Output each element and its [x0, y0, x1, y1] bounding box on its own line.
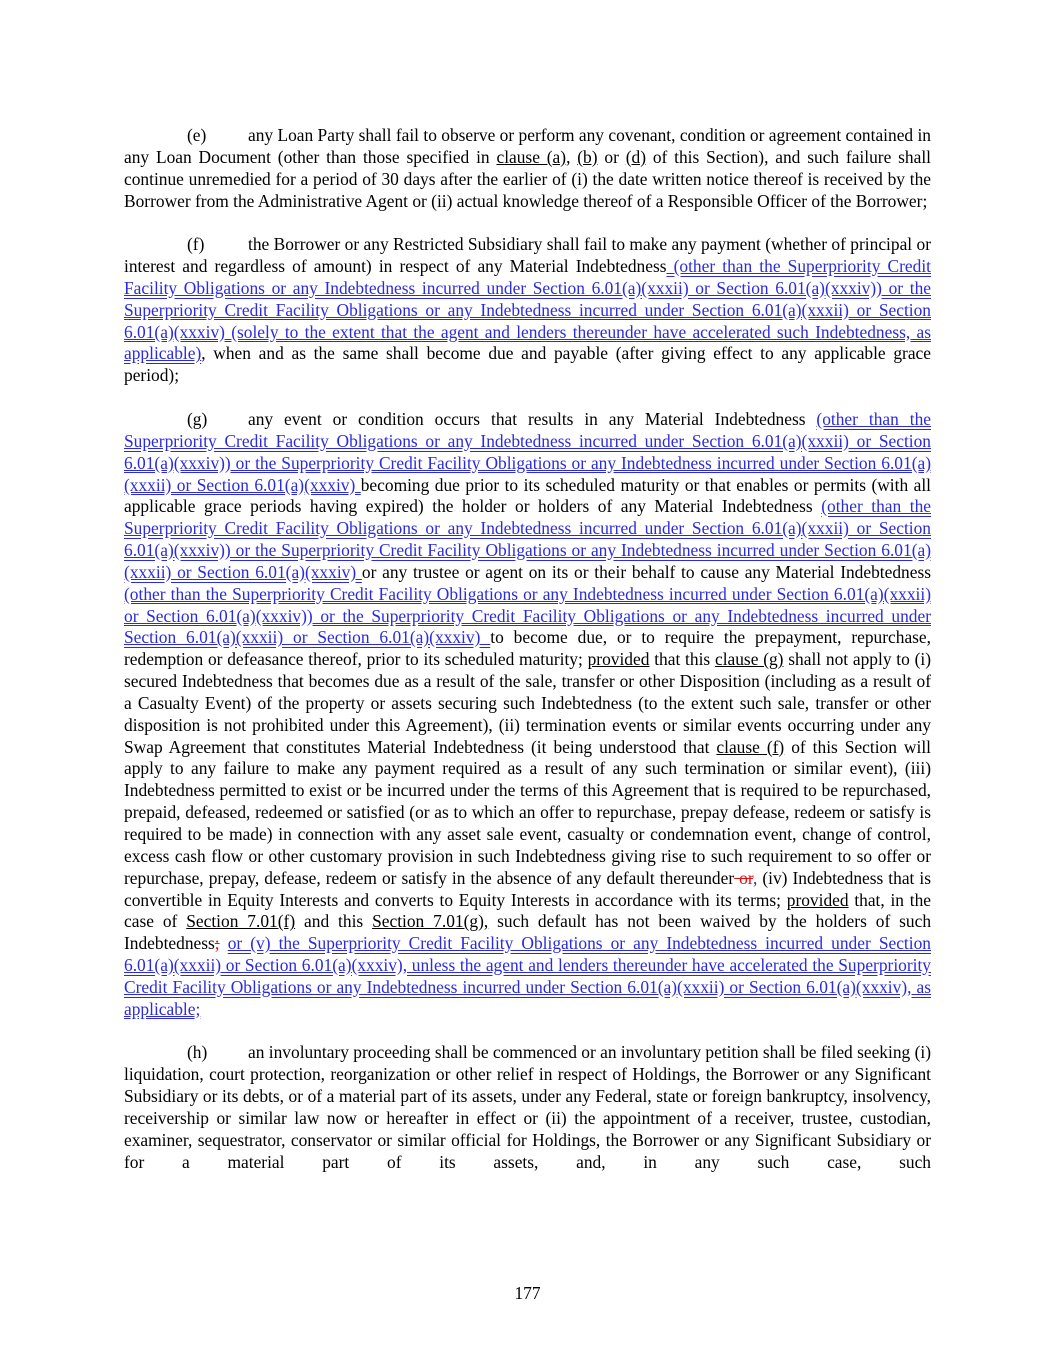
- cross-reference: Section 7.01(f): [186, 911, 296, 932]
- body-text: that this: [649, 649, 715, 670]
- clause-label: (g): [187, 408, 208, 429]
- cross-reference: clause (g): [714, 649, 784, 670]
- body-text: ,: [566, 146, 578, 167]
- cross-reference: clause (f): [716, 736, 785, 757]
- deleted-text: ;: [214, 933, 220, 954]
- clause-label: (e): [187, 125, 207, 145]
- body-text: and this: [295, 911, 373, 932]
- clause-g: [124, 409, 931, 1021]
- inserted-text: ,: [752, 867, 758, 888]
- body-text: of this Section will apply to any failure to make any payment required as a result of any such termination or similar event), (iii) Indebtedness permitted to exist or be incurred under the terms of this Agreement that is required to be repurchased, prepaid, defeased, redeemed or satisfied (or as to which an offer to repurchase, prepay defease, redeem or satisfy is required to be made) in connection with any asset sale event, casualty or condemnation event, change of control, excess cash flow or other customary provision in such Indebtedness giving rise to such requirement to so offer or repurchase, prepay, defease, redeem or satisfy in the absence of any default thereunder: [124, 736, 931, 888]
- cross-reference: (b): [577, 146, 598, 167]
- clause-label: (f): [187, 234, 205, 255]
- cross-reference: (d): [625, 146, 646, 167]
- clause-e: [124, 125, 931, 212]
- body-text: , when and as the same shall become due and payable (after giving effect to any applicable grace period);: [124, 343, 931, 386]
- inserted-text: (other than the Superpriority Credit Facility Obligations or any Indebtedness incurred under Section 6.01(a)(xxxii) or Section 6.01(a)(xxxiv)) or the Superpriority Credit Facility Obligations or any Indebtedness incurred under Section 6.01(a)(xxxii) or Section 6.01(a)(xxxiv): [124, 583, 931, 648]
- body-text: that, in the case of: [124, 889, 931, 932]
- body-text: any Loan Party shall fail to observe or perform any covenant, condition or agreement contained in any Loan Document (other than those specified in: [124, 125, 931, 167]
- inserted-text: (other than the Superpriority Credit Facility Obligations or any Indebtedness incurred under Section 6.01(a)(xxxii) or Section 6.01(a)(xxxiv)) or the Superpriority Credit Facility Obligations or any Indebtedness incurred under Section 6.01(a)(xxxii) or Section 6.01(a)(xxxiv): [124, 496, 932, 582]
- document-body: [124, 125, 931, 1195]
- page-number: 177: [514, 1283, 541, 1303]
- body-text: (iv) Indebtedness that is convertible in Equity Interests and converts to Equity Interests in accordance with its terms;: [124, 867, 932, 910]
- cross-reference: Section 7.01(g),: [372, 911, 489, 932]
- inserted-text: or (v) the Superpriority Credit Facility Obligations or any Indebtedness incurred under Section 6.01(a)(xxxii) or Section 6.01(a)(xxxiv), unless the agent and lenders thereunder have accelerated the Superpriority Credit Facility Obligations or any Indebtedness incurred under Section 6.01(a)(xxxii) or Section 6.01(a)(xxxiv), as applicable;: [124, 933, 931, 1019]
- body-text: [220, 933, 228, 953]
- body-text: any event or condition occurs that results in any Material Indebtedness: [248, 408, 817, 429]
- clause-h: [124, 1042, 931, 1173]
- cross-reference: clause (a): [496, 146, 567, 167]
- body-text: such default has not been waived by the holders of such Indebtedness: [124, 911, 932, 954]
- body-text: becoming due prior to its scheduled maturity or that enables or permits (with all applicable grace periods having expired) the holder or holders of any Material Indebtedness: [124, 474, 931, 517]
- body-text: an involuntary proceeding shall be commenced or an involuntary petition shall be filed seeking (i) liquidation, court protection, reorganization or other relief in respect of Holdings, the Borrower or any Significant Subsidiary or its debts, or of a material part of its assets, under any Federal, state or foreign bankruptcy, insolvency, receivership or similar law now or hereafter in effect or (ii) the appointment of a receiver, trustee, custodian, examiner, sequestrator, conservator or similar official for Holdings, the Borrower or any Significant Subsidiary or for a material part of its assets, and, in any such case, such: [124, 1042, 931, 1172]
- deleted-text: or: [734, 867, 753, 888]
- body-text: the Borrower or any Restricted Subsidiary shall fail to make any payment (whether of principal or interest and regardless of amount) in respect of any Material Indebtedness: [124, 234, 931, 277]
- cross-reference: provided: [786, 889, 849, 910]
- inserted-text: (other than the Superpriority Credit Facility Obligations or any Indebtedness incurred under Section 6.01(a)(xxxii) or Section 6.01(a)(xxxiv)) or the Superpriority Credit Facility Obligations or any Indebtedness incurred under Section 6.01(a)(xxxii) or Section 6.01(a)(xxxiv): [124, 408, 931, 495]
- clause-label: (h): [187, 1042, 208, 1063]
- body-text: or: [597, 146, 626, 167]
- clause-f: [124, 234, 931, 387]
- body-text: or any trustee or agent on its or their behalf to cause any Material Indebtedness: [361, 561, 931, 582]
- body-text: to become due, or to require the prepayment, repurchase, redemption or defeasance thereof, prior to its scheduled maturity;: [124, 627, 931, 670]
- cross-reference: provided: [587, 649, 650, 670]
- body-text: shall not apply to (i) secured Indebtedness that becomes due as a result of the sale, transfer or other Disposition (including as a result of a Casualty Event) of the property or assets securing such Indebtedness (to the extent such sale, transfer or other disposition is not prohibited under this Agreement), (ii) termination events or similar events occurring under any Swap Agreement that constitutes Material Indebtedness (it being understood that: [124, 649, 932, 757]
- body-text: of this Section), and such failure shall continue unremedied for a period of 30 days after the earlier of (i) the date written notice thereof is received by the Borrower from the Administrative Agent or (ii) actual knowledge thereof of a Responsible Officer of the Borrower;: [124, 146, 931, 211]
- inserted-text: (other than the Superpriority Credit Facility Obligations or any Indebtedness incurred under Section 6.01(a)(xxxii) or Section 6.01(a)(xxxiv)) or the Superpriority Credit Facility Obligations or any Indebtedness incurred under Section 6.01(a)(xxxii) or Section 6.01(a)(xxxiv) (solely to the extent that the agent and lenders thereunder have accelerated such Indebtedness, as applicable): [124, 256, 931, 364]
